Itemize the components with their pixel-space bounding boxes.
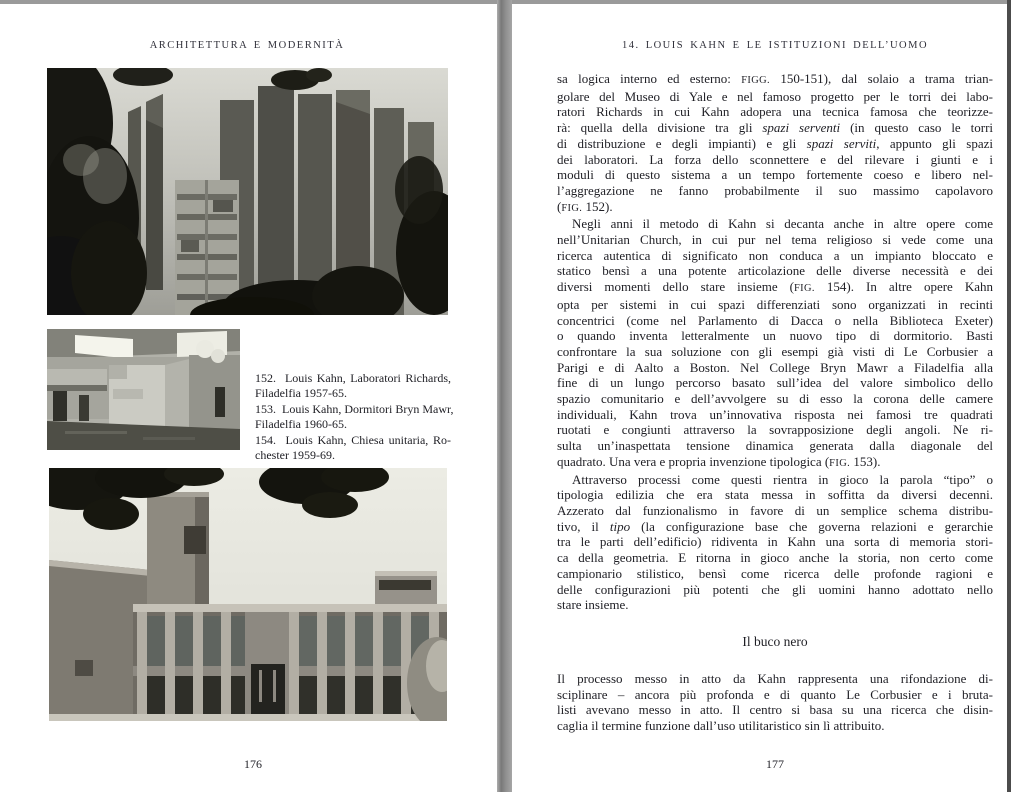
body-text-line: ratori Richards in cui Kahn adopera una tecnica famosa che teorizze- [557, 104, 993, 120]
caption-line: Filadelfia 1960-65. [255, 417, 347, 432]
body-text-line: concentrici (come nel Parlamento di Dacca o nella Biblioteca Exeter) [557, 312, 993, 328]
section-text-line: listi avevano messo in atto. Il centro si basa su una ricerca che disin- [557, 702, 993, 718]
body-text-line: tivo, il tipo (la configurazione base che governa relazioni e gerarchie [557, 518, 993, 534]
body-text-line: Azzerato dal funzionalismo in favore di un semplice schema distribu- [557, 502, 993, 518]
body-text-line: ca della geometria. E ritorna in gioco anche la storia, non certo come [557, 550, 993, 566]
section-text-line: sciplinare – ancora più profonda e di quanto Le Corbusier e i bruta- [557, 686, 993, 702]
body-text-line: Attraverso processi come questi rientra in gioco la parola “tipo” o [572, 471, 993, 487]
body-text-line: sa logica interno ed esterno: FIGG. 150-151), dal solaio a trama trian- [557, 71, 994, 86]
body-text-line: diversi momenti dello stare insieme (FIG. 154). In altre opere Kahn [557, 279, 993, 295]
body-text-line: dei laboratori. La forza dello sconnettere e del rilevare i giunti e i [557, 151, 993, 167]
body-text-line: opta per sistemi in cui spazi differenziati sono organizzati in recinti [557, 296, 993, 312]
caption-line: Filadelfia 1957-65. [255, 386, 347, 401]
figure-154-unitarian-church-photo [49, 468, 447, 721]
body-text-line: golare del Museo di Yale e nel famoso progetto per le torri dei labo- [557, 88, 993, 104]
caption-line: chester 1959-69. [255, 448, 335, 463]
body-text-line: quadrato. Una vera e propria invenzione tipologica (FIG. 153). [557, 453, 881, 469]
body-text-line: moduli di questo sistema a un tempo fortemente coeso e libero nel- [557, 167, 993, 183]
body-text-line: confrontare la sua soluzione con gli esempi già visti di Le Corbusier a [557, 343, 993, 359]
right-page-number: 177 [766, 757, 784, 771]
figure-152-richards-labs-photo [47, 68, 448, 315]
body-text-line: spazio comunitario e dell’avvolgere su di esso la corona delle camere [557, 391, 993, 407]
body-text-line: nell’Unitarian Church, in cui pur nel tema religioso si vede come una [557, 232, 993, 248]
body-text-column [557, 71, 993, 613]
body-text-line: o quando inventa letteralmente un nuovo tipo di dormitorio. Basti [557, 328, 993, 344]
body-text-line: sulta un’inaspettata tensione dinamica generata dalla diagonale del [557, 438, 993, 454]
book-gutter [497, 0, 512, 792]
section-text-line: caglia il termine funzione dall’uso utilitaristico sin lì attribuito. [557, 718, 885, 734]
section-heading: Il buco nero [742, 634, 808, 649]
body-text-line: tra le parti dell’edificio) ridiventa in Kahn una sorta di memoria stori- [557, 534, 993, 550]
body-text-line: stare insieme. [557, 597, 629, 613]
scan-right-border [1007, 0, 1011, 792]
body-text-line: statico bensì a una potente articolazione delle diverse necessità e dei [557, 263, 993, 279]
body-text-line: tipologia edilizia che era stata messa in soffitta da diversi decenni. [557, 487, 993, 503]
body-text-line: Negli anni il metodo di Kahn si decanta anche in altre opere come [572, 216, 993, 232]
caption-line: 154. Louis Kahn, Chiesa unitaria, Ro- [255, 432, 451, 447]
figure-captions [255, 371, 454, 463]
body-text-line: campionario stilistico, bensì come ricerca delle profonde ragioni e [557, 565, 993, 581]
right-running-head: 14. LOUIS KAHN E LE ISTITUZIONI DELL’UOMO [621, 40, 929, 51]
body-text-line: l’aggregazione ne fanno probabilmente il suo massimo capolavoro [557, 182, 993, 198]
body-text-line: Parigi e di Aalto a Boston. Nel College Bryn Mawr a Filadelfia alla [557, 359, 993, 375]
caption-line: 152. Louis Kahn, Laboratori Richards, [255, 371, 451, 385]
body-text-line: ricerca autentica di significato non conduca a un impianto bloccato e [557, 247, 993, 263]
body-text-line: (FIG. 152). [557, 198, 613, 214]
body-text-line: fine di un lungo percorso basato sull’idea del valore simbolico dello [557, 375, 993, 391]
body-text-line: ruotati e congiunti attraverso la sovrapposizione degli angoli. Ne ri- [557, 422, 993, 438]
left-page [0, 0, 497, 792]
figure-153-bryn-mawr-interior-photo [47, 329, 240, 450]
left-running-head: ARCHITETTURA E MODERNITÀ [149, 40, 345, 51]
section-text-line: Il processo messo in atto da Kahn rappresenta una rifondazione di- [557, 671, 993, 686]
body-text-line: delle configurazioni più potenti che gli uomini hanno adottato nello [557, 581, 993, 597]
section-text-column [557, 671, 993, 734]
body-text-line: di distribuzione e degli impianti) e gli spazi serviti, appunto gli spazi [557, 135, 993, 151]
left-page-number: 176 [244, 757, 262, 771]
body-text-line: individuali, Kahn trova un’innovativa risposta nei famosi tre quadrati [557, 406, 993, 422]
caption-line: 153. Louis Kahn, Dormitori Bryn Mawr, [255, 401, 454, 416]
body-text-line: rà: quella della divisione tra gli spazi serventi (in questo caso le torri [557, 120, 994, 136]
right-page [512, 0, 1007, 792]
